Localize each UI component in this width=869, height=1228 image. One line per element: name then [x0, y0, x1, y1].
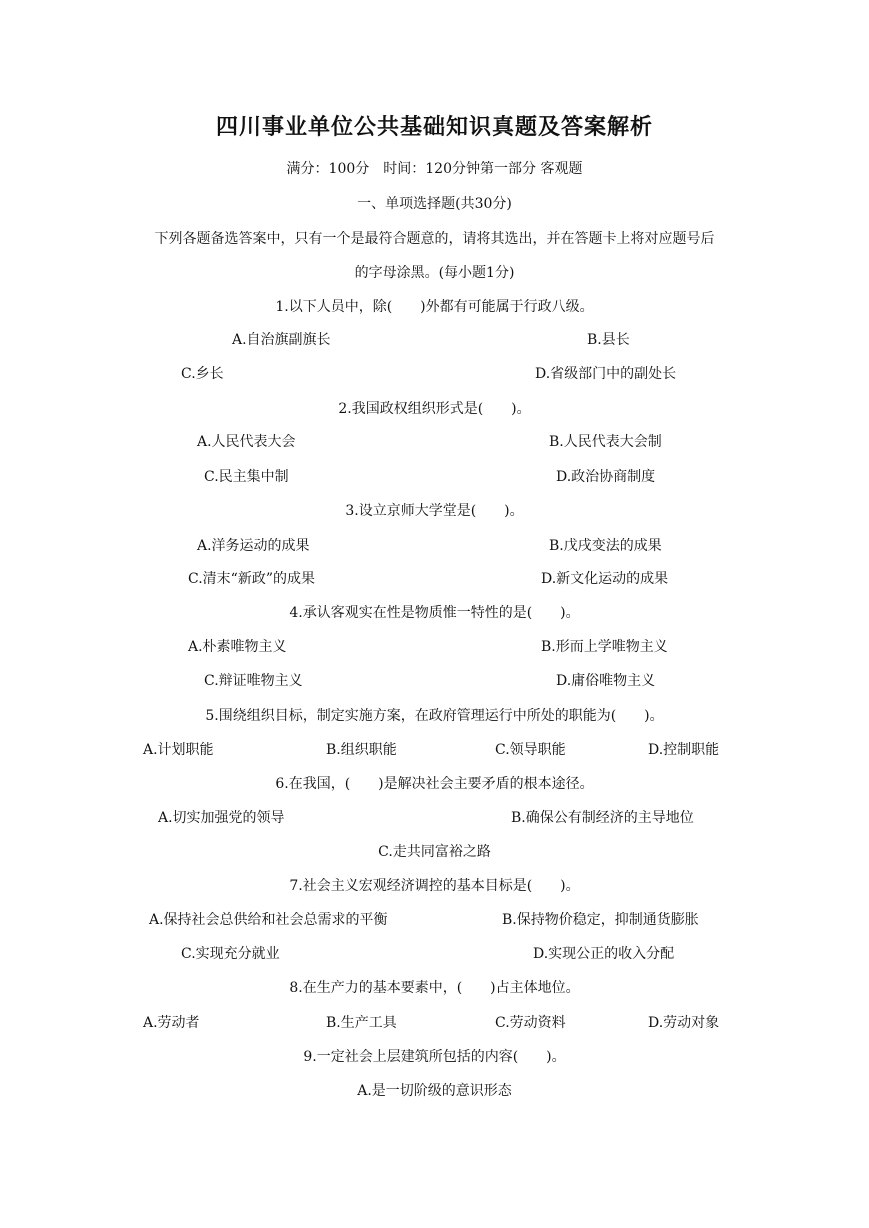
question-2-option-b: B.人民代表大会制	[549, 434, 662, 450]
question-2-stem: 2.我国政权组织形式是( )。	[338, 401, 531, 417]
question-6-option-c: C.走共同富裕之路	[378, 844, 491, 860]
question-3-stem: 3.设立京师大学堂是( )。	[345, 503, 524, 519]
question-4-option-a: A.朴素唯物主义	[188, 639, 287, 655]
question-7-option-c: C.实现充分就业	[181, 946, 280, 962]
question-8-option-c: C.劳动资料	[495, 1015, 566, 1031]
question-9-option-a: A.是一切阶级的意识形态	[357, 1083, 512, 1099]
question-8-stem: 8.在生产力的基本要素中，( )占主体地位。	[289, 980, 580, 996]
instructions-line-1: 下列各题备选答案中，只有一个是最符合题意的，请将其选出，并在答题卡上将对应题号后	[154, 231, 715, 247]
question-2-option-d: D.政治协商制度	[556, 469, 656, 485]
question-5-option-b: B.组织职能	[326, 742, 397, 758]
section-heading: 一、单项选择题(共30分)	[357, 196, 512, 212]
question-8-option-d: D.劳动对象	[648, 1015, 720, 1031]
question-5-option-a: A.计划职能	[143, 742, 214, 758]
question-4-option-d: D.庸俗唯物主义	[556, 673, 656, 689]
question-8-option-a: A.劳动者	[143, 1015, 200, 1031]
question-5-option-d: D.控制职能	[648, 742, 720, 758]
question-2-option-a: A.人民代表大会	[197, 434, 296, 450]
question-7-stem: 7.社会主义宏观经济调控的基本目标是( )。	[289, 878, 580, 894]
question-6-stem: 6.在我国，( )是解决社会主要矛盾的根本途径。	[275, 776, 594, 792]
question-1-option-a: A.自治旗副旗长	[232, 332, 331, 348]
question-5-option-c: C.领导职能	[495, 742, 566, 758]
question-3-option-a: A.洋务运动的成果	[197, 538, 310, 554]
question-6-option-a: A.切实加强党的领导	[158, 810, 285, 826]
instructions-line-2: 的字母涂黑。(每小题1分)	[354, 265, 515, 281]
question-7-option-d: D.实现公正的收入分配	[533, 946, 675, 962]
question-9-stem: 9.一定社会上层建筑所包括的内容( )。	[303, 1049, 566, 1065]
question-1-option-c: C.乡长	[181, 366, 224, 382]
question-7-option-b: B.保持物价稳定，抑制通货膨胀	[502, 912, 699, 928]
exam-meta: 满分：100分 时间：120分钟第一部分 客观题	[286, 161, 583, 177]
question-4-stem: 4.承认客观实在性是物质惟一特性的是( )。	[289, 605, 580, 621]
question-3-option-c: C.清末“新政”的成果	[188, 571, 315, 587]
question-6-option-b: B.确保公有制经济的主导地位	[511, 810, 694, 826]
question-2-option-c: C.民主集中制	[204, 469, 289, 485]
question-4-option-b: B.形而上学唯物主义	[541, 639, 668, 655]
question-1-stem: 1.以下人员中，除( )外都有可能属于行政八级。	[275, 299, 594, 315]
question-8-option-b: B.生产工具	[326, 1015, 397, 1031]
question-5-stem: 5.围绕组织目标，制定实施方案，在政府管理运行中所处的职能为( )。	[205, 708, 664, 724]
question-1-option-b: B.县长	[587, 332, 630, 348]
question-3-option-d: D.新文化运动的成果	[541, 571, 669, 587]
question-7-option-a: A.保持社会总供给和社会总需求的平衡	[149, 912, 388, 928]
question-1-option-d: D.省级部门中的副处长	[535, 366, 677, 382]
document-title: 四川事业单位公共基础知识真题及答案解析	[215, 115, 653, 140]
question-3-option-b: B.戊戌变法的成果	[549, 538, 662, 554]
question-4-option-c: C.辩证唯物主义	[204, 673, 303, 689]
